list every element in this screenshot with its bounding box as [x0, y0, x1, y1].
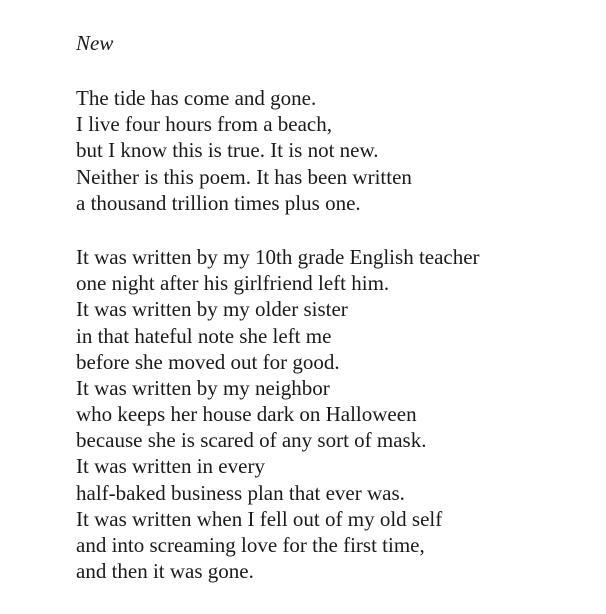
poem-line: half-baked business plan that ever was.: [76, 480, 405, 505]
poem-line: It was written by my older sister: [76, 297, 348, 322]
poem-line: in that hateful note she left me: [76, 323, 332, 348]
poem-line: and into screaming love for the first time,: [76, 533, 425, 557]
poem: [76, 29, 596, 584]
stanza-2: [76, 244, 596, 584]
poem-line: The tide has come and gone.: [76, 86, 317, 110]
poem-line: It was written when I fell out of my old self: [76, 506, 443, 531]
poem-line: one night after his girlfriend left him.: [76, 271, 390, 296]
poem-title: New: [76, 31, 114, 55]
poem-line: It was written by my neighbor: [76, 375, 330, 400]
poem-line: because she is scared of any sort of mask.: [76, 428, 427, 453]
poem-line: before she moved out for good.: [76, 349, 340, 374]
poem-line: and then it was gone.: [76, 559, 254, 584]
poem-line: but I know this is true. It is not new.: [76, 138, 379, 163]
poem-line: a thousand trillion times plus one.: [76, 190, 361, 215]
stanza-1: [76, 85, 596, 216]
poem-line: It was written by my 10th grade English teacher: [76, 244, 480, 269]
poem-line: Neither is this poem. It has been written: [76, 164, 412, 189]
poem-line: It was written in every: [76, 454, 265, 479]
poem-line: who keeps her house dark on Halloween: [76, 402, 417, 427]
poem-line: I live four hours from a beach,: [76, 112, 332, 137]
